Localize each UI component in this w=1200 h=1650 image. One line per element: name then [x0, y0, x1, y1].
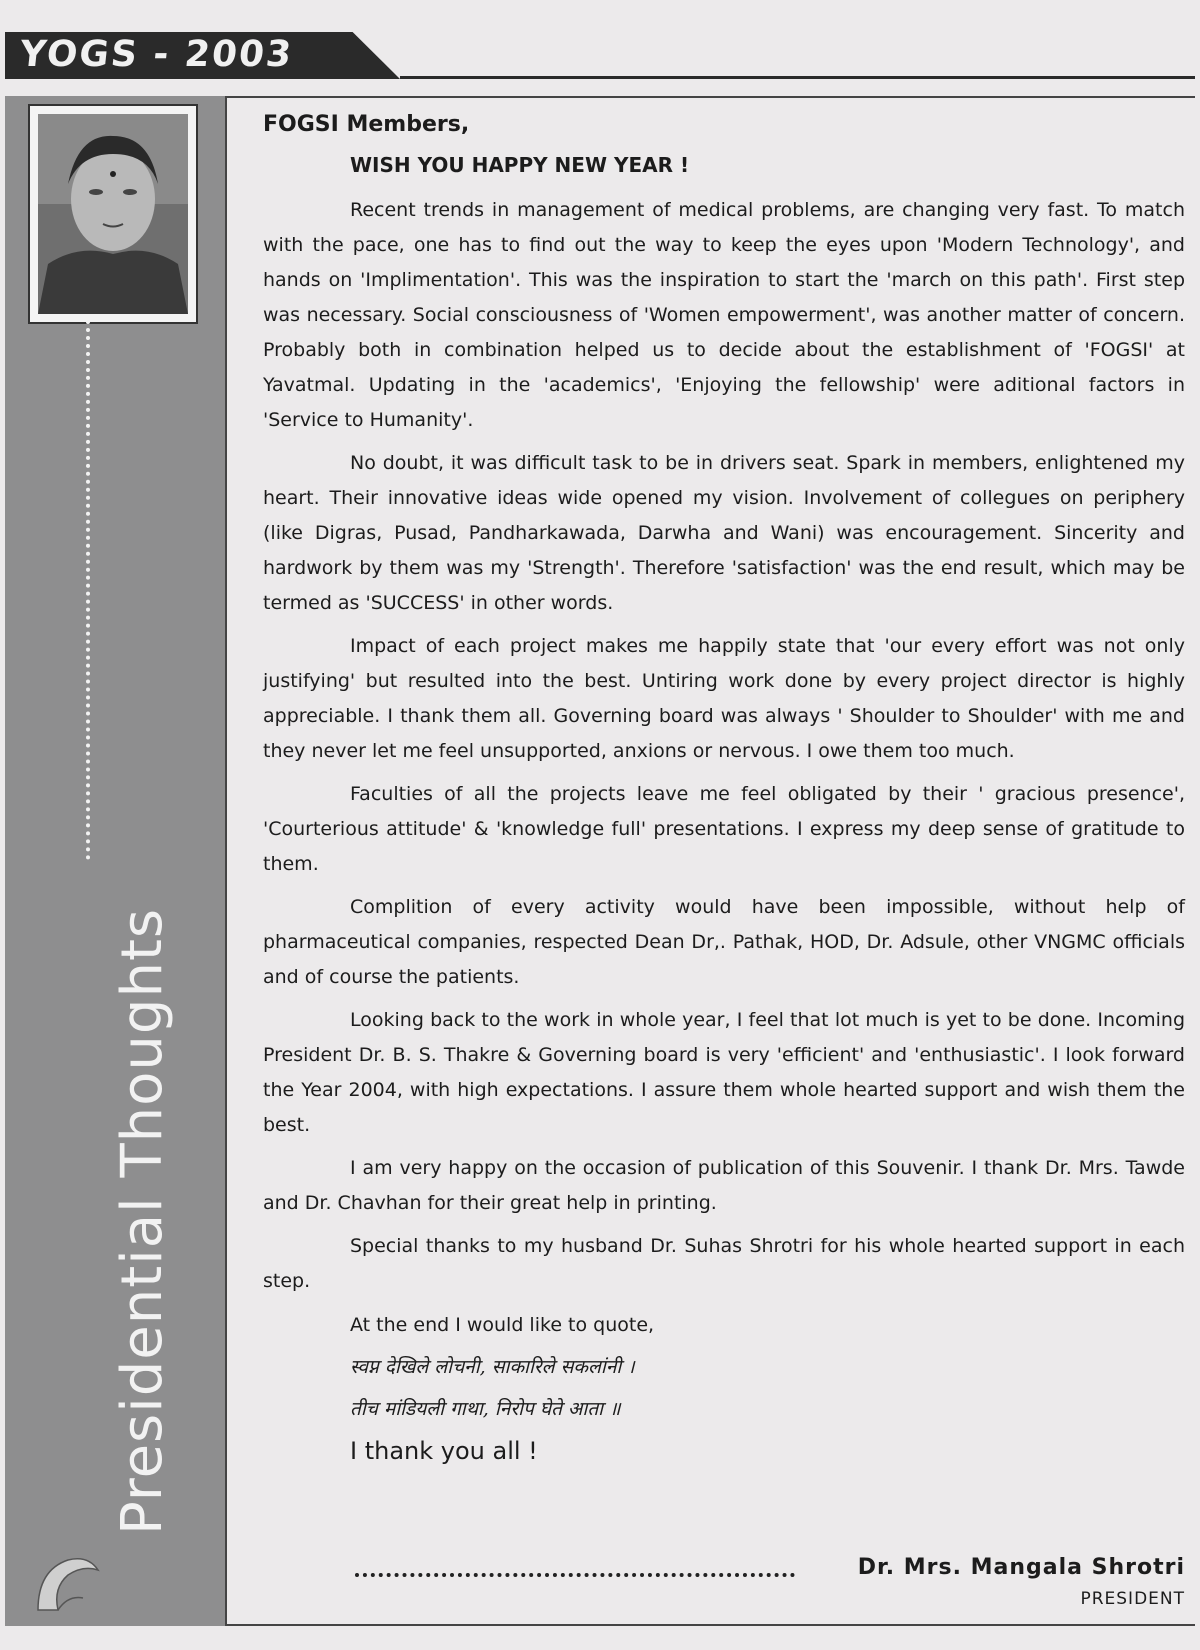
paragraph: Impact of each project makes me happily state that 'our every effort was not only justifying' but resulted into the best. Untiring work done by every project director is highly appreciable. I thank them all. Governing board was always ' Shoulder to Shoulder' with me and they never let me feel unsupported, anxions or nervous. I owe them too much.	[263, 635, 1185, 762]
signature-name: Dr. Mrs. Mangala Shrotri	[857, 1555, 1185, 1580]
salutation: FOGSI Members,	[263, 112, 470, 137]
page-curl-icon	[28, 1540, 108, 1620]
quote-intro: At the end I would like to quote,	[350, 1314, 655, 1336]
closing-thanks: I thank you all !	[350, 1437, 538, 1465]
sidebar-dotted-line	[86, 320, 94, 860]
sidebar-title: Presidential Thoughts	[110, 907, 175, 1535]
paragraph: Complition of every activity would have been impossible, without help of pharmaceutical companies, respected Dean Dr,. Pathak, HOD, Dr. Adsule, other VNGMC officials and of course the patients.	[263, 896, 1185, 988]
letter-body	[263, 112, 1185, 1465]
portrait-image	[38, 114, 188, 314]
header-title: YOGS - 2003	[17, 34, 296, 75]
quote-line: तीच मांडियली गाथा, निरोप घेते आता ॥	[350, 1398, 621, 1420]
signature-row	[355, 1555, 1185, 1585]
header-rule	[400, 76, 1195, 79]
paragraph: Faculties of all the projects leave me feel obligated by their ' gracious presence', 'Courterious attitude' & 'knowledge full' presentations. I express my deep sense of gratitude to them.	[263, 783, 1185, 875]
signature-title: PRESIDENT	[1080, 1589, 1185, 1609]
paragraph: No doubt, it was difficult task to be in drivers seat. Spark in members, enlightened my heart. Their innovative ideas wide opened my vision. Involvement of collegues on periphery (like Digras, Pusad, Pandharkawada, Darwha and Wani) was encouragement. Sincerity and hardwork by them was my 'Strength'. Therefore 'satisfaction' was the end result, which may be termed as 'SUCCESS' in other words.	[263, 452, 1185, 614]
signature-dotted-line	[355, 1573, 795, 1577]
paragraph: Recent trends in management of medical problems, are changing very fast. To match with the pace, one has to find out the way to keep the eyes upon 'Modern Technology', and hands on 'Implimentation'. This was the inspiration to start the 'march on this path'. First step was necessary. Social consciousness of 'Women empowerment', was another matter of concern. Probably both in combination helped us to decide about the establishment of 'FOGSI' at Yavatmal. Updating in the 'academics', 'Enjoying the fellowship' were aditional factors in 'Service to Humanity'.	[263, 199, 1185, 431]
paragraph: Special thanks to my husband Dr. Suhas Shrotri for his whole hearted support in each step.	[263, 1235, 1185, 1292]
paragraph: Looking back to the work in whole year, I feel that lot much is yet to be done. Incoming President Dr. B. S. Thakre & Governing board is very 'efficient' and 'enthusiastic'. I look forward the Year 2004, with high expectations. I assure them whole hearted support and wish them the best.	[263, 1009, 1185, 1136]
president-photo	[28, 104, 198, 324]
quote-line: स्वप्न देखिले लोचनी, साकारिले सकलांनी ।	[350, 1356, 635, 1378]
greeting: WISH YOU HAPPY NEW YEAR !	[350, 153, 690, 177]
paragraph: I am very happy on the occasion of publication of this Souvenir. I thank Dr. Mrs. Tawde and Dr. Chavhan for their great help in printing.	[263, 1157, 1185, 1214]
